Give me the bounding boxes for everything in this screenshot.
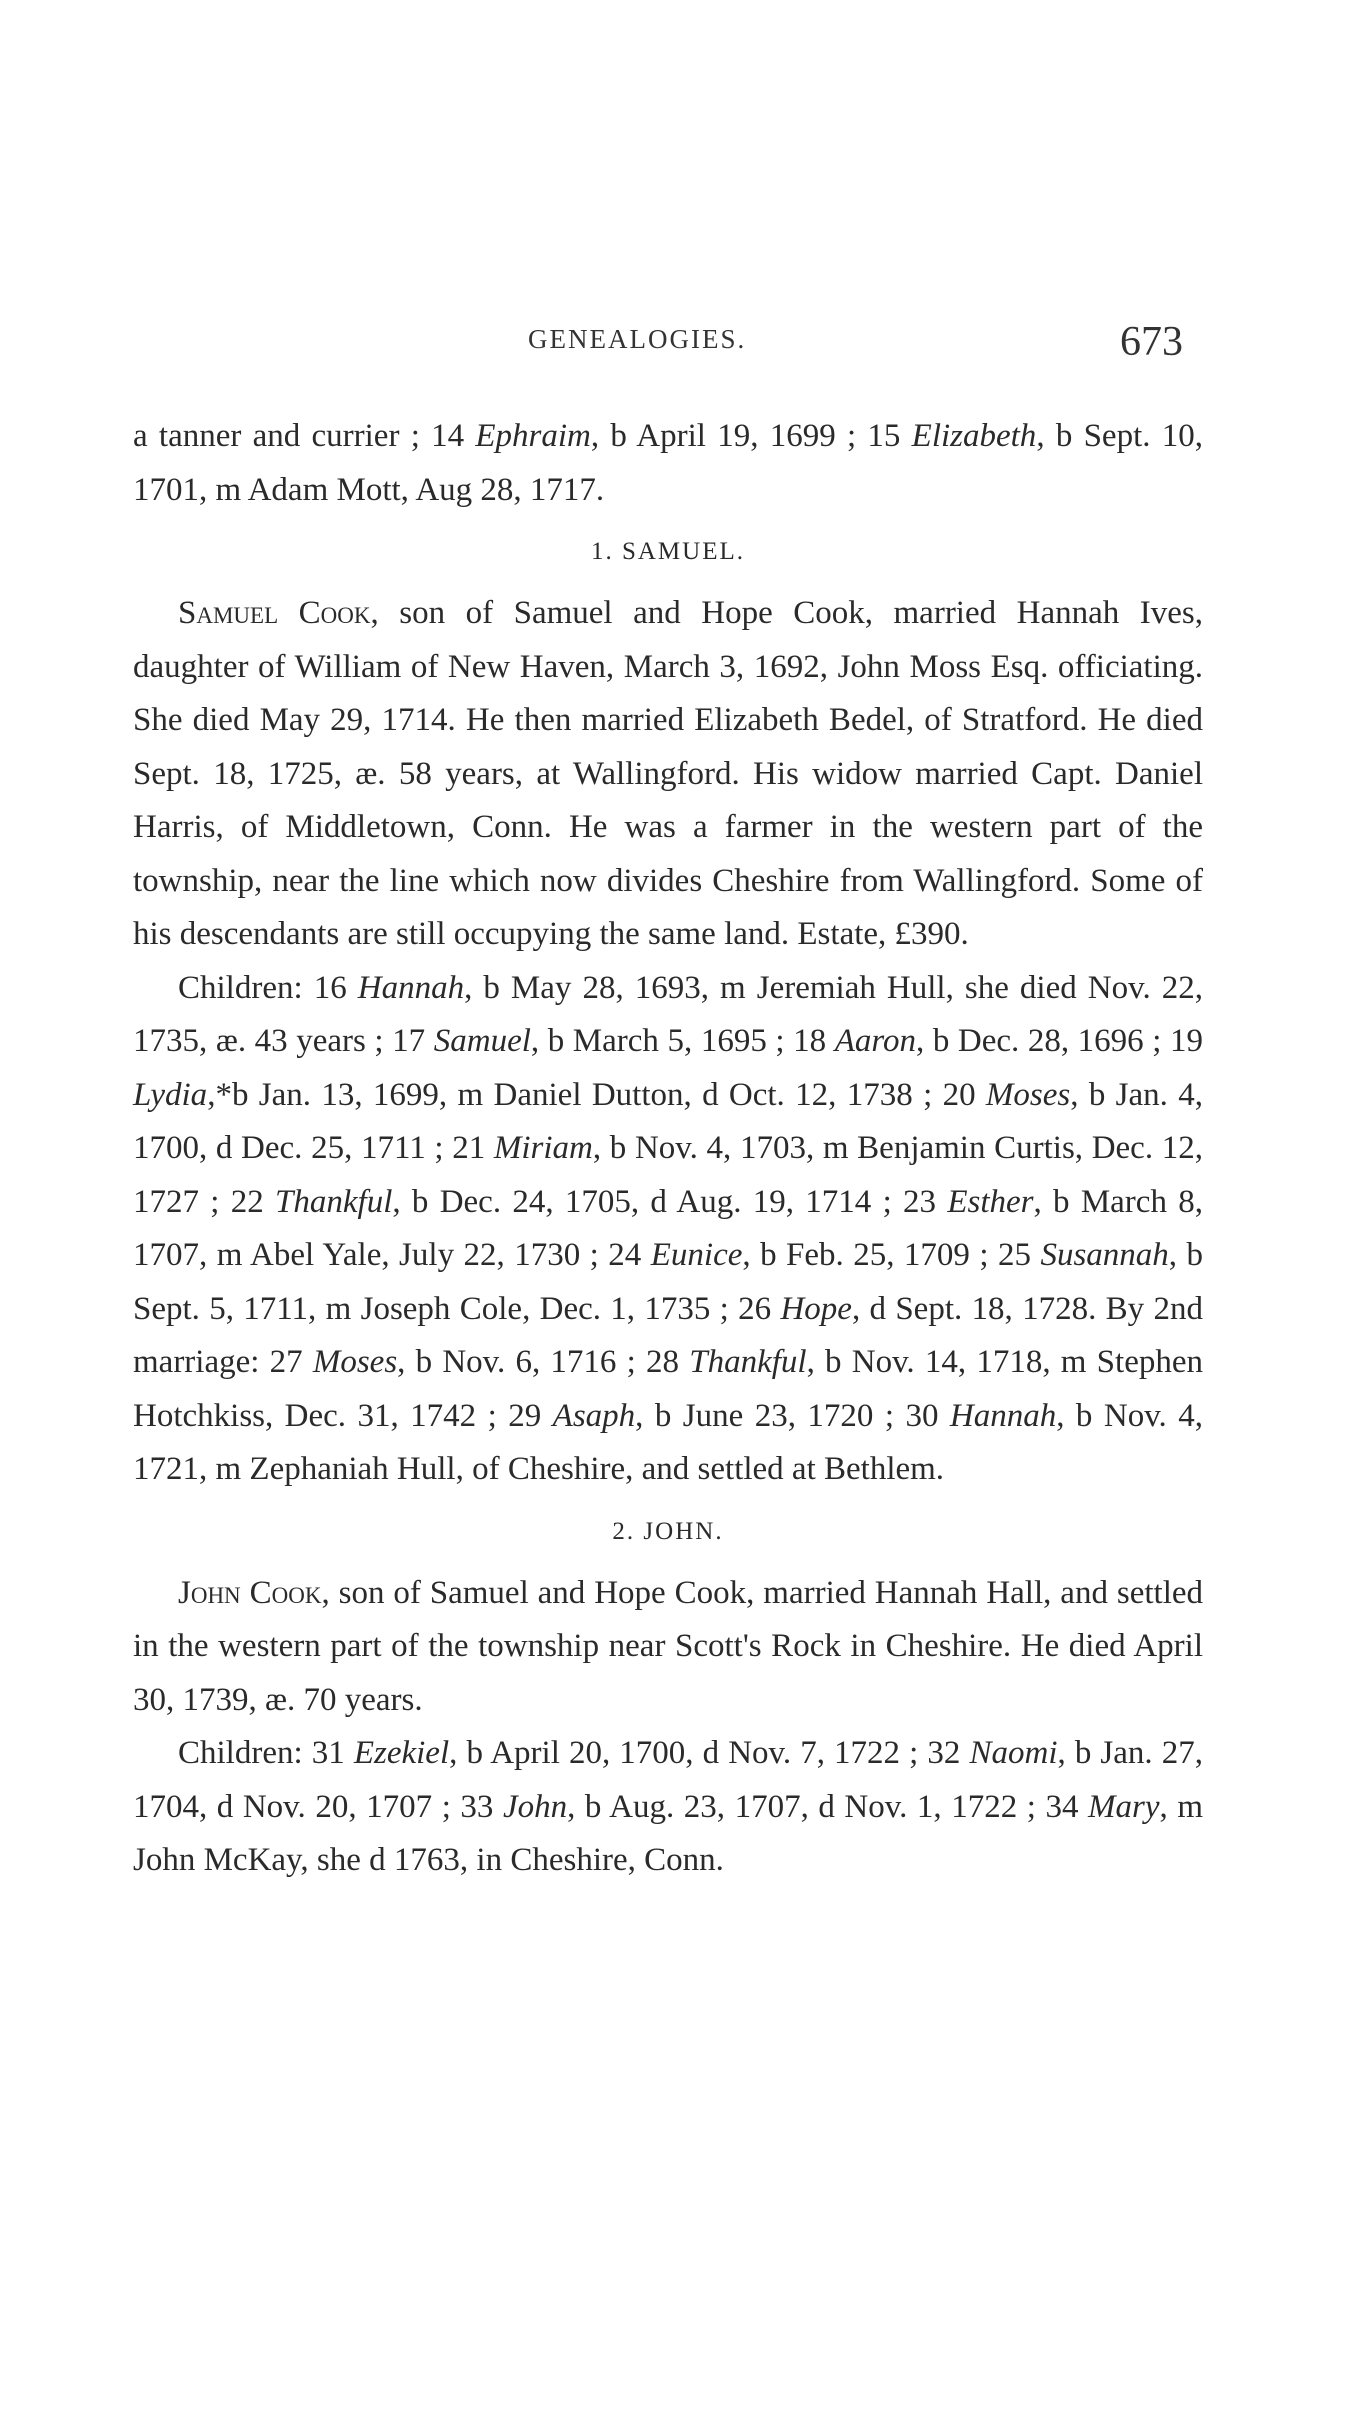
children-label: Children: 16 bbox=[178, 969, 358, 1006]
child-name: Susannah bbox=[1040, 1237, 1169, 1273]
child-name: Mary bbox=[1088, 1788, 1160, 1825]
child-name: Elizabeth bbox=[911, 418, 1037, 454]
child-name: Esther bbox=[947, 1183, 1034, 1220]
text-run: , b Nov. 4, 1703, m Benjamin Curtis, Dec. 12, 1727 ; 22 bbox=[133, 1130, 1203, 1220]
text-run: , b Dec. 28, 1696 ; 19 bbox=[916, 1023, 1203, 1059]
text-run: , b Nov. 14, 1718, m Stephen Hotchkiss, Dec. 31, 1742 ; 29 bbox=[133, 1344, 1203, 1434]
text-run: , b March 8, 1707, m Abel Yale, July 22, 1730 ; 24 bbox=[133, 1183, 1203, 1273]
text-run: , d Sept. 18, 1728. By 2nd marriage: 27 bbox=[133, 1290, 1203, 1380]
text-run: , b April 19, 1699 ; 15 bbox=[590, 418, 912, 454]
child-name: Miriam bbox=[493, 1130, 593, 1166]
child-name: Thankful bbox=[275, 1183, 393, 1220]
child-name: Hope bbox=[780, 1290, 852, 1327]
child-name: Ezekiel bbox=[353, 1735, 450, 1771]
child-name: Asaph bbox=[552, 1397, 636, 1434]
text-run: , b March 5, 1695 ; 18 bbox=[530, 1023, 835, 1059]
text-run: , b Nov. 4, 1721, m Zephaniah Hull, of Cheshire, and settled at Bethlem. bbox=[133, 1397, 1203, 1487]
running-head bbox=[0, 318, 1355, 378]
child-name: John bbox=[502, 1788, 568, 1825]
samuel-bio-paragraph bbox=[133, 587, 1203, 962]
running-head-title: GENEALOGIES. bbox=[528, 324, 747, 354]
bio-text: , son of Samuel and Hope Cook, married Hannah Ives, daughter of William of New Haven, March 3, 1692, John Moss Esq. officiating. She died May 29, 1714. He then married Elizabeth Bedel, of Stratford. He died Sept. 18, 1725, æ. 58 years, at Wallingford. His widow married Capt. Daniel Harris, of Middletown, Conn. He was a farmer in the western part of the township, near the line which now divides Cheshire from Wallingford. Some of his descendants are still occupying the same land. Estate, £390. bbox=[133, 595, 1203, 952]
subject-name: Samuel Cook bbox=[178, 595, 371, 631]
section-title-samuel: 1. SAMUEL. bbox=[590, 538, 746, 565]
child-name: Moses bbox=[985, 1076, 1071, 1113]
child-name: Moses bbox=[312, 1344, 398, 1380]
child-name: Thankful bbox=[689, 1344, 807, 1380]
samuel-children-paragraph bbox=[133, 962, 1203, 1497]
text-run: , b Sept. 10, 1701, m Adam Mott, Aug 28, 1717. bbox=[133, 418, 1203, 508]
text-run: , b April 20, 1700, d Nov. 7, 1722 ; 32 bbox=[449, 1735, 970, 1771]
child-name: Naomi bbox=[969, 1735, 1058, 1771]
page-number: 673 bbox=[1120, 319, 1183, 365]
subject-name: John Cook bbox=[178, 1574, 322, 1611]
text-run: , b Sept. 5, 1711, m Joseph Cole, Dec. 1, 1735 ; 26 bbox=[133, 1237, 1203, 1327]
text-run: , b May 28, 1693, m Jeremiah Hull, she died Nov. 22, 1735, æ. 43 years ; 17 bbox=[133, 969, 1203, 1059]
page-body bbox=[133, 410, 1203, 1888]
child-name: Lydia bbox=[133, 1076, 208, 1113]
section-title-john: 2. JOHN. bbox=[612, 1517, 724, 1545]
continuation-paragraph bbox=[133, 410, 1203, 517]
child-name: Aaron bbox=[834, 1023, 916, 1059]
text-run: , b Nov. 6, 1716 ; 28 bbox=[397, 1344, 690, 1380]
child-name: Hannah bbox=[949, 1397, 1057, 1434]
text-run: , b Aug. 23, 1707, d Nov. 1, 1722 ; 34 bbox=[567, 1788, 1089, 1825]
text-run: ,*b Jan. 13, 1699, m Daniel Dutton, d Oct. 12, 1738 ; 20 bbox=[207, 1076, 986, 1113]
text-run: , b Feb. 25, 1709 ; 25 bbox=[742, 1237, 1041, 1273]
child-name: Hannah bbox=[357, 969, 465, 1006]
children-label: Children: 31 bbox=[178, 1735, 354, 1771]
text-run: a tanner and currier ; 14 bbox=[133, 418, 476, 454]
john-children-paragraph bbox=[133, 1727, 1203, 1888]
text-run: , m John McKay, she d 1763, in Cheshire, Conn. bbox=[133, 1788, 1204, 1878]
text-run: , b June 23, 1720 ; 30 bbox=[635, 1397, 950, 1434]
text-run: , b Jan. 27, 1704, d Nov. 20, 1707 ; 33 bbox=[133, 1735, 1203, 1825]
text-run: , b Jan. 4, 1700, d Dec. 25, 1711 ; 21 bbox=[133, 1076, 1203, 1166]
john-bio-paragraph bbox=[133, 1567, 1203, 1728]
child-name: Samuel bbox=[433, 1023, 531, 1059]
child-name: Eunice bbox=[650, 1237, 743, 1273]
child-name: Ephraim bbox=[475, 418, 591, 454]
bio-text: , son of Samuel and Hope Cook, married Hannah Hall, and settled in the western part of the township near Scott's Rock in Cheshire. He died April 30, 1739, æ. 70 years. bbox=[133, 1574, 1204, 1718]
text-run: , b Dec. 24, 1705, d Aug. 19, 1714 ; 23 bbox=[392, 1183, 948, 1220]
